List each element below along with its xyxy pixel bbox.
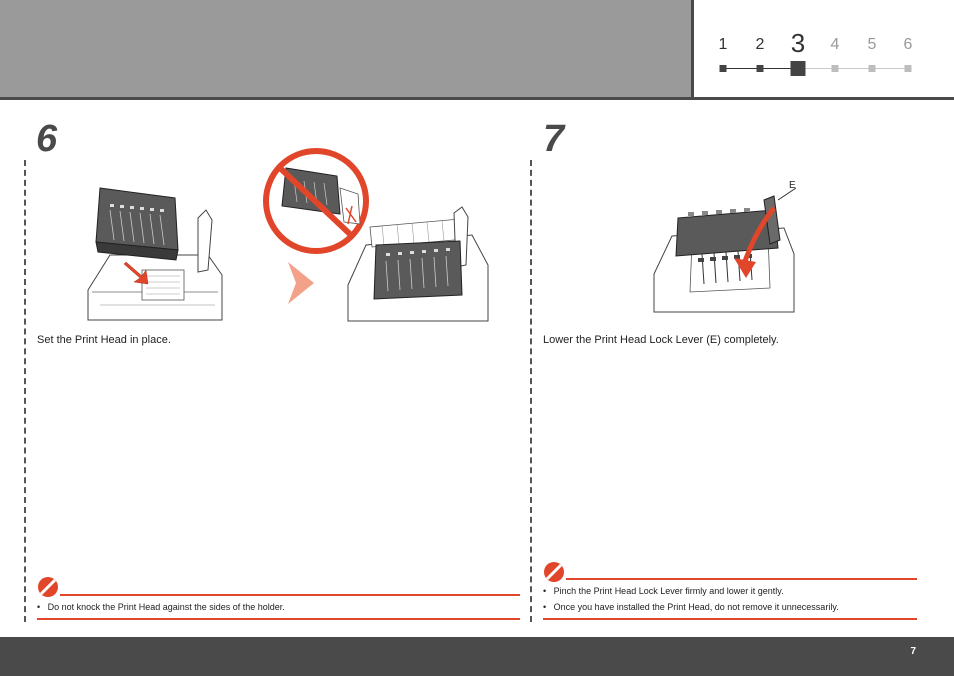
header-divider — [0, 97, 954, 100]
step-number-4: 4 — [830, 36, 840, 53]
step-dot-1 — [720, 65, 727, 72]
step-progress — [694, 0, 954, 97]
step-6-note-bottom-rule — [37, 618, 520, 620]
step-number-3: 3 — [790, 28, 806, 58]
lever-e-label: E — [789, 180, 796, 191]
step-6-dashed-border — [24, 160, 26, 622]
step-7-note-bottom-rule — [543, 618, 917, 620]
print-head-seated-illustration — [342, 205, 492, 325]
step-dot-5 — [869, 65, 876, 72]
step-6-heading: 6 — [36, 118, 58, 160]
step-7-note-2-text: Once you have installed the Print Head, do not remove it unnecessarily. — [553, 602, 839, 612]
lock-lever-illustration — [648, 178, 800, 316]
header-bar — [0, 0, 691, 97]
step-7-heading: 7 — [543, 118, 565, 160]
step-7-note-2: • Once you have installed the Print Head, do not remove it unnecessarily. — [543, 602, 839, 612]
step-6-caption: Set the Print Head in place. — [37, 334, 171, 346]
step-7-caution-rule — [566, 578, 917, 580]
step-7-dashed-border — [530, 160, 532, 622]
step-number-6: 6 — [903, 36, 913, 53]
step-dot-4 — [832, 65, 839, 72]
arrow-right-icon — [288, 262, 314, 304]
step-7-note-1: • Pinch the Print Head Lock Lever firmly and lower it gently. — [543, 586, 784, 596]
step-number-1: 1 — [718, 36, 728, 53]
step-dot-6 — [905, 65, 912, 72]
step-dot-2 — [757, 65, 764, 72]
caution-icon-step-7 — [543, 561, 565, 583]
step-7-note-1-text: Pinch the Print Head Lock Lever firmly and lower it gently. — [553, 586, 784, 596]
step-6-caution-rule — [60, 594, 520, 596]
step-6-note-text: Do not knock the Print Head against the sides of the holder. — [47, 602, 285, 612]
caution-icon — [37, 576, 59, 598]
step-7-caption: Lower the Print Head Lock Lever (E) completely. — [543, 334, 779, 346]
step-6-note: • Do not knock the Print Head against the sides of the holder. — [37, 602, 285, 612]
page-number: 7 — [910, 646, 916, 657]
step-number-5: 5 — [867, 36, 877, 53]
footer-bar — [0, 637, 954, 676]
step-number-2: 2 — [755, 36, 765, 53]
print-head-install-illustration — [80, 180, 230, 325]
step-dot-3 — [791, 61, 806, 76]
